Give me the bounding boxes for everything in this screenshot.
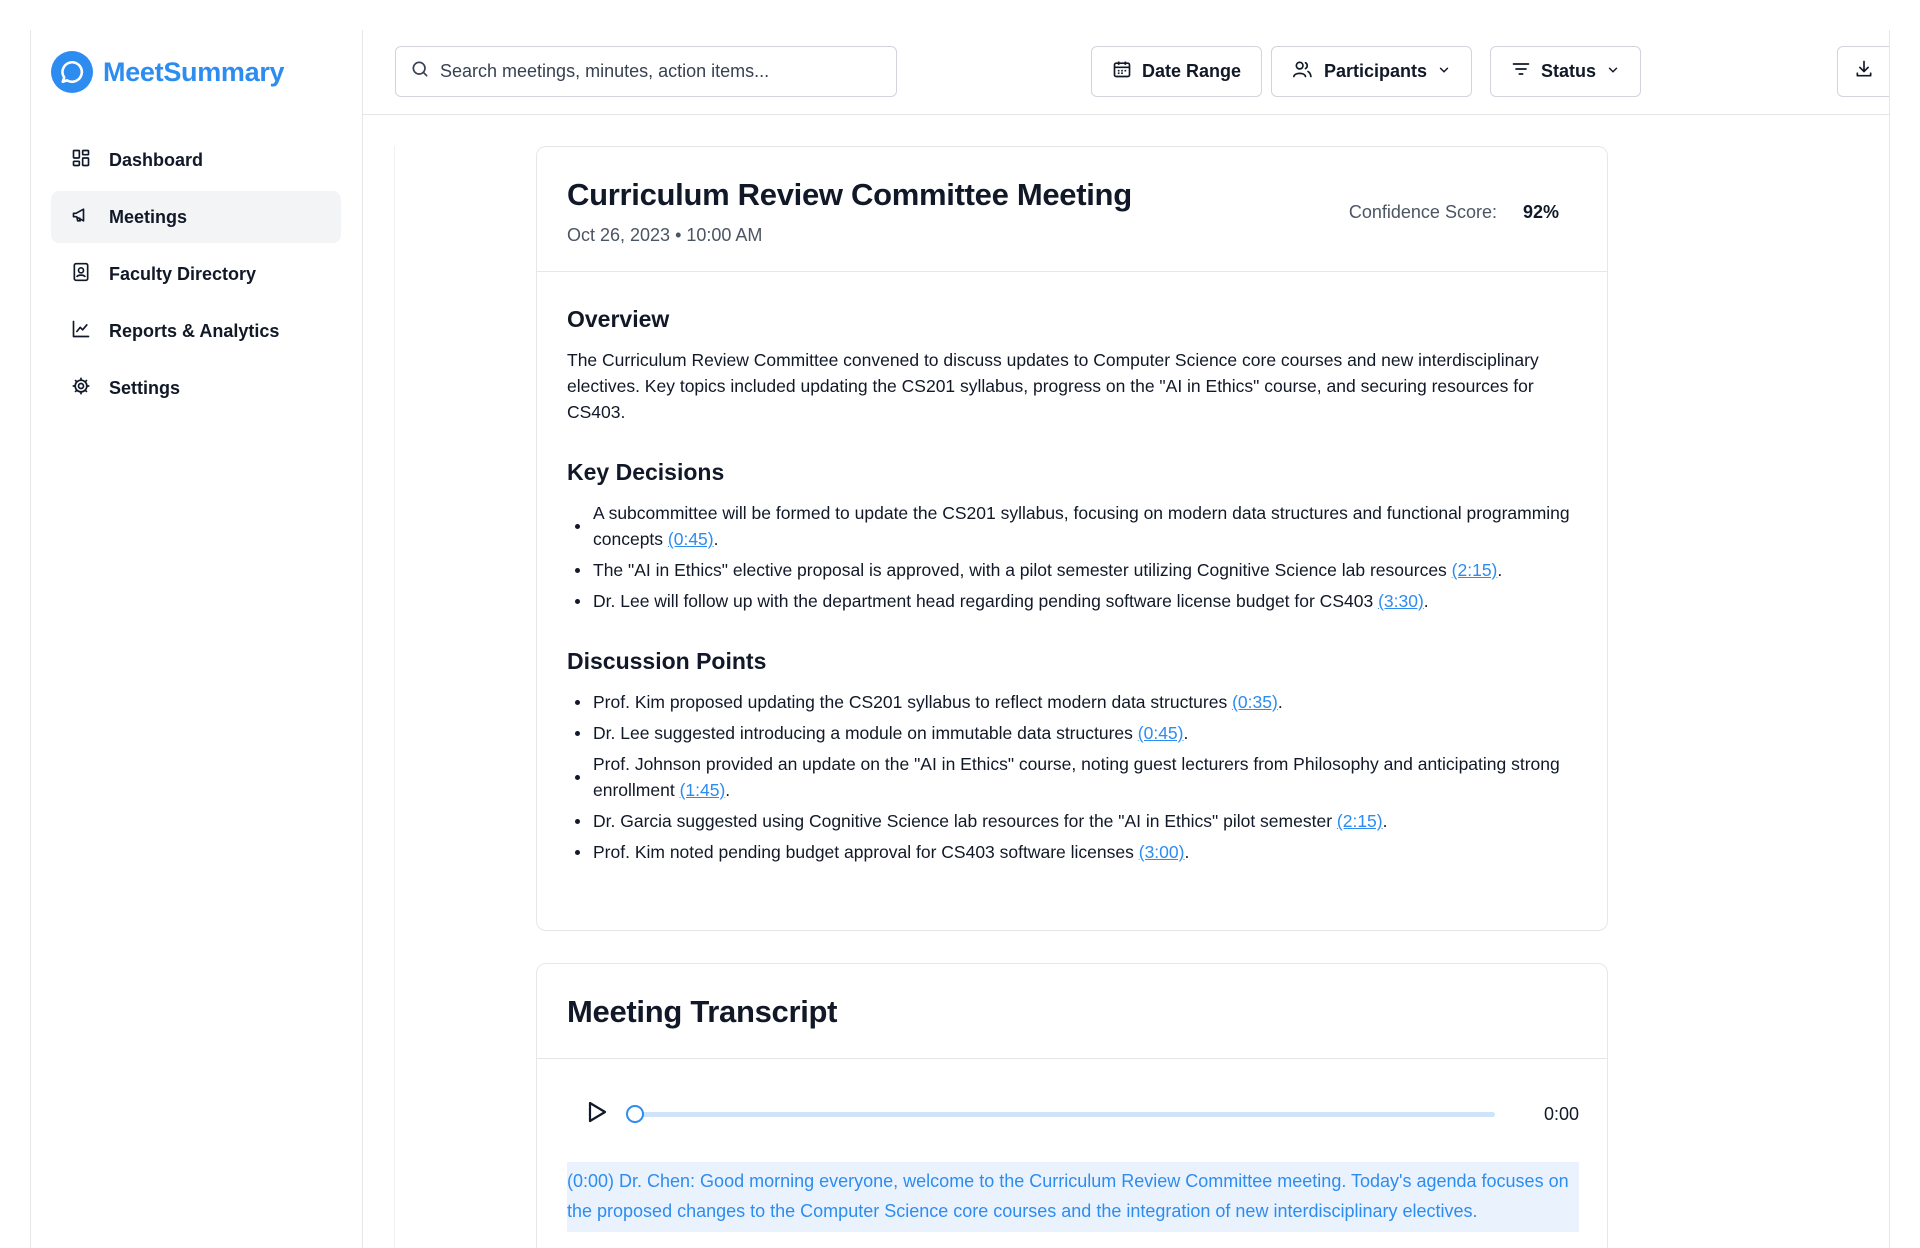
transcript-card bbox=[536, 963, 1608, 1248]
overview-text: The Curriculum Review Committee convened to discuss updates to Computer Science core courses and new interdisciplinary electives. Key topics included updating the CS201 syllabus, progress on the "AI in Ethics" course, and securing resources for CS403. bbox=[567, 350, 1539, 422]
search-input[interactable] bbox=[440, 61, 880, 82]
timestamp-link[interactable]: (0:35) bbox=[1232, 692, 1278, 712]
discussion-text: Prof. Kim noted pending budget approval for CS403 software licenses bbox=[593, 842, 1139, 862]
date-range-label: Date Range bbox=[1142, 61, 1242, 81]
timestamp-link[interactable]: (3:30) bbox=[1378, 591, 1424, 611]
list-item: Prof. Kim noted pending budget approval for CS403 software licenses (3:00). bbox=[567, 839, 1577, 865]
date-range-button[interactable] bbox=[1091, 46, 1262, 97]
main-content bbox=[364, 116, 1889, 1248]
filter-icon bbox=[1511, 59, 1531, 84]
calendar-icon bbox=[1112, 59, 1132, 84]
sidebar-item-settings[interactable] bbox=[51, 362, 341, 414]
timestamp-link[interactable]: (1:45) bbox=[679, 780, 726, 800]
brand-name: MeetSummary bbox=[103, 56, 285, 87]
timestamp-link[interactable]: (2:15) bbox=[1336, 811, 1383, 831]
audio-player bbox=[567, 1094, 1579, 1134]
download-button[interactable] bbox=[1837, 46, 1889, 97]
meeting-summary-card bbox=[536, 146, 1608, 931]
dashboard-icon bbox=[71, 148, 91, 173]
topbar bbox=[363, 30, 1889, 115]
timestamp-link[interactable]: (0:45) bbox=[667, 529, 714, 549]
list-item: Dr. Lee will follow up with the department head regarding pending software license budget for CS403 (3:30). bbox=[567, 588, 1577, 614]
sidebar-item-label: Reports & Analytics bbox=[109, 320, 280, 341]
list-item: Prof. Kim proposed updating the CS201 syllabus to reflect modern data structures (0:35). bbox=[567, 689, 1577, 715]
chevron-down-icon bbox=[1437, 61, 1451, 82]
transcript-title: Meeting Transcript bbox=[567, 994, 838, 1029]
status-dropdown[interactable] bbox=[1490, 46, 1641, 97]
decision-text: Dr. Lee will follow up with the department head regarding pending software license budget for CS403 bbox=[593, 591, 1379, 611]
playback-time: 0:00 bbox=[1543, 1103, 1579, 1124]
discussion-text: Prof. Kim proposed updating the CS201 syllabus to reflect modern data structures bbox=[593, 692, 1233, 712]
participants-dropdown[interactable] bbox=[1271, 46, 1472, 97]
brand[interactable] bbox=[51, 50, 284, 94]
gear-icon bbox=[71, 376, 91, 401]
content-divider bbox=[394, 146, 395, 1248]
overview-heading: Overview bbox=[567, 306, 670, 332]
list-item: Dr. Lee suggested introducing a module on immutable data structures (0:45). bbox=[567, 720, 1577, 746]
decision-text: A subcommittee will be formed to update the CS201 syllabus, focusing on modern data structures and functional programming concepts bbox=[593, 503, 1570, 549]
discussion-text: Prof. Johnson provided an update on the "AI in Ethics" course, noting guest lecturers from Philosophy and anticipating strong enrollment bbox=[593, 754, 1560, 800]
list-item: Dr. Garcia suggested using Cognitive Science lab resources for the "AI in Ethics" pilot semester (2:15). bbox=[567, 808, 1577, 834]
app-window bbox=[30, 30, 1890, 1248]
sidebar-item-label: Faculty Directory bbox=[109, 263, 257, 284]
play-icon bbox=[586, 1100, 608, 1129]
list-item: A subcommittee will be formed to update the CS201 syllabus, focusing on modern data structures and functional programming concepts (0:45). bbox=[567, 500, 1577, 552]
sidebar-item-dashboard[interactable] bbox=[51, 134, 341, 186]
transcript-header bbox=[537, 964, 1607, 1059]
audio-scrubber[interactable] bbox=[635, 1112, 1495, 1117]
confidence-label: Confidence Score: bbox=[1348, 202, 1497, 222]
discussion-text: Dr. Garcia suggested using Cognitive Science lab resources for the "AI in Ethics" pilot semester bbox=[593, 811, 1337, 831]
search-icon bbox=[410, 59, 430, 84]
meeting-datetime: Oct 26, 2023 • 10:00 AM bbox=[567, 225, 763, 245]
sidebar-nav bbox=[51, 134, 341, 419]
participants-label: Participants bbox=[1324, 61, 1428, 81]
sidebar-item-label: Meetings bbox=[109, 206, 188, 227]
meeting-title: Curriculum Review Committee Meeting bbox=[567, 177, 1132, 212]
timestamp-link[interactable]: (0:45) bbox=[1137, 723, 1184, 743]
list-item: Prof. Johnson provided an update on the "AI in Ethics" course, noting guest lecturers from Philosophy and anticipating strong enrollment (1:45). bbox=[567, 751, 1577, 803]
confidence-value: 92% bbox=[1522, 202, 1559, 222]
sidebar-item-faculty-directory[interactable] bbox=[51, 248, 341, 300]
list-item: The "AI in Ethics" elective proposal is approved, with a pilot semester utilizing Cognitive Science lab resources (2:15). bbox=[567, 557, 1577, 583]
sidebar-item-reports-analytics[interactable] bbox=[51, 305, 341, 357]
search-box[interactable] bbox=[395, 46, 897, 97]
users-icon bbox=[1292, 59, 1314, 84]
discussion-text: Dr. Lee suggested introducing a module on immutable data structures bbox=[593, 723, 1138, 743]
key-decisions-heading: Key Decisions bbox=[567, 459, 725, 485]
confidence-score bbox=[1349, 202, 1559, 223]
status-label: Status bbox=[1541, 61, 1597, 81]
sidebar-item-label: Dashboard bbox=[109, 149, 204, 170]
sidebar-item-meetings[interactable] bbox=[51, 191, 341, 243]
summary-body bbox=[537, 272, 1607, 865]
transcript-line-active[interactable]: (0:00) Dr. Chen: Good morning everyone, welcome to the Curriculum Review Committee meeting. Today's agenda focuses on the proposed changes to the Computer Science core courses and the integration of new interdisciplinary electives. bbox=[567, 1162, 1579, 1232]
timestamp-link[interactable]: (3:00) bbox=[1138, 842, 1185, 862]
chevron-down-icon bbox=[1606, 61, 1620, 82]
sidebar-item-label: Settings bbox=[109, 377, 181, 398]
play-button[interactable] bbox=[577, 1094, 617, 1134]
key-decisions-list bbox=[567, 500, 1577, 614]
discussion-points-heading: Discussion Points bbox=[567, 648, 767, 674]
timestamp-link[interactable]: (2:15) bbox=[1451, 560, 1498, 580]
megaphone-icon bbox=[71, 205, 91, 230]
contact-book-icon bbox=[71, 262, 91, 287]
chat-bubble-logo-icon bbox=[51, 51, 93, 93]
download-icon bbox=[1854, 59, 1874, 84]
sidebar bbox=[31, 30, 363, 1248]
scrubber-handle[interactable] bbox=[626, 1105, 644, 1123]
decision-text: The "AI in Ethics" elective proposal is approved, with a pilot semester utilizing Cognitive Science lab resources bbox=[593, 560, 1452, 580]
summary-header bbox=[537, 147, 1607, 272]
line-chart-icon bbox=[71, 319, 91, 344]
discussion-points-list bbox=[567, 689, 1577, 865]
